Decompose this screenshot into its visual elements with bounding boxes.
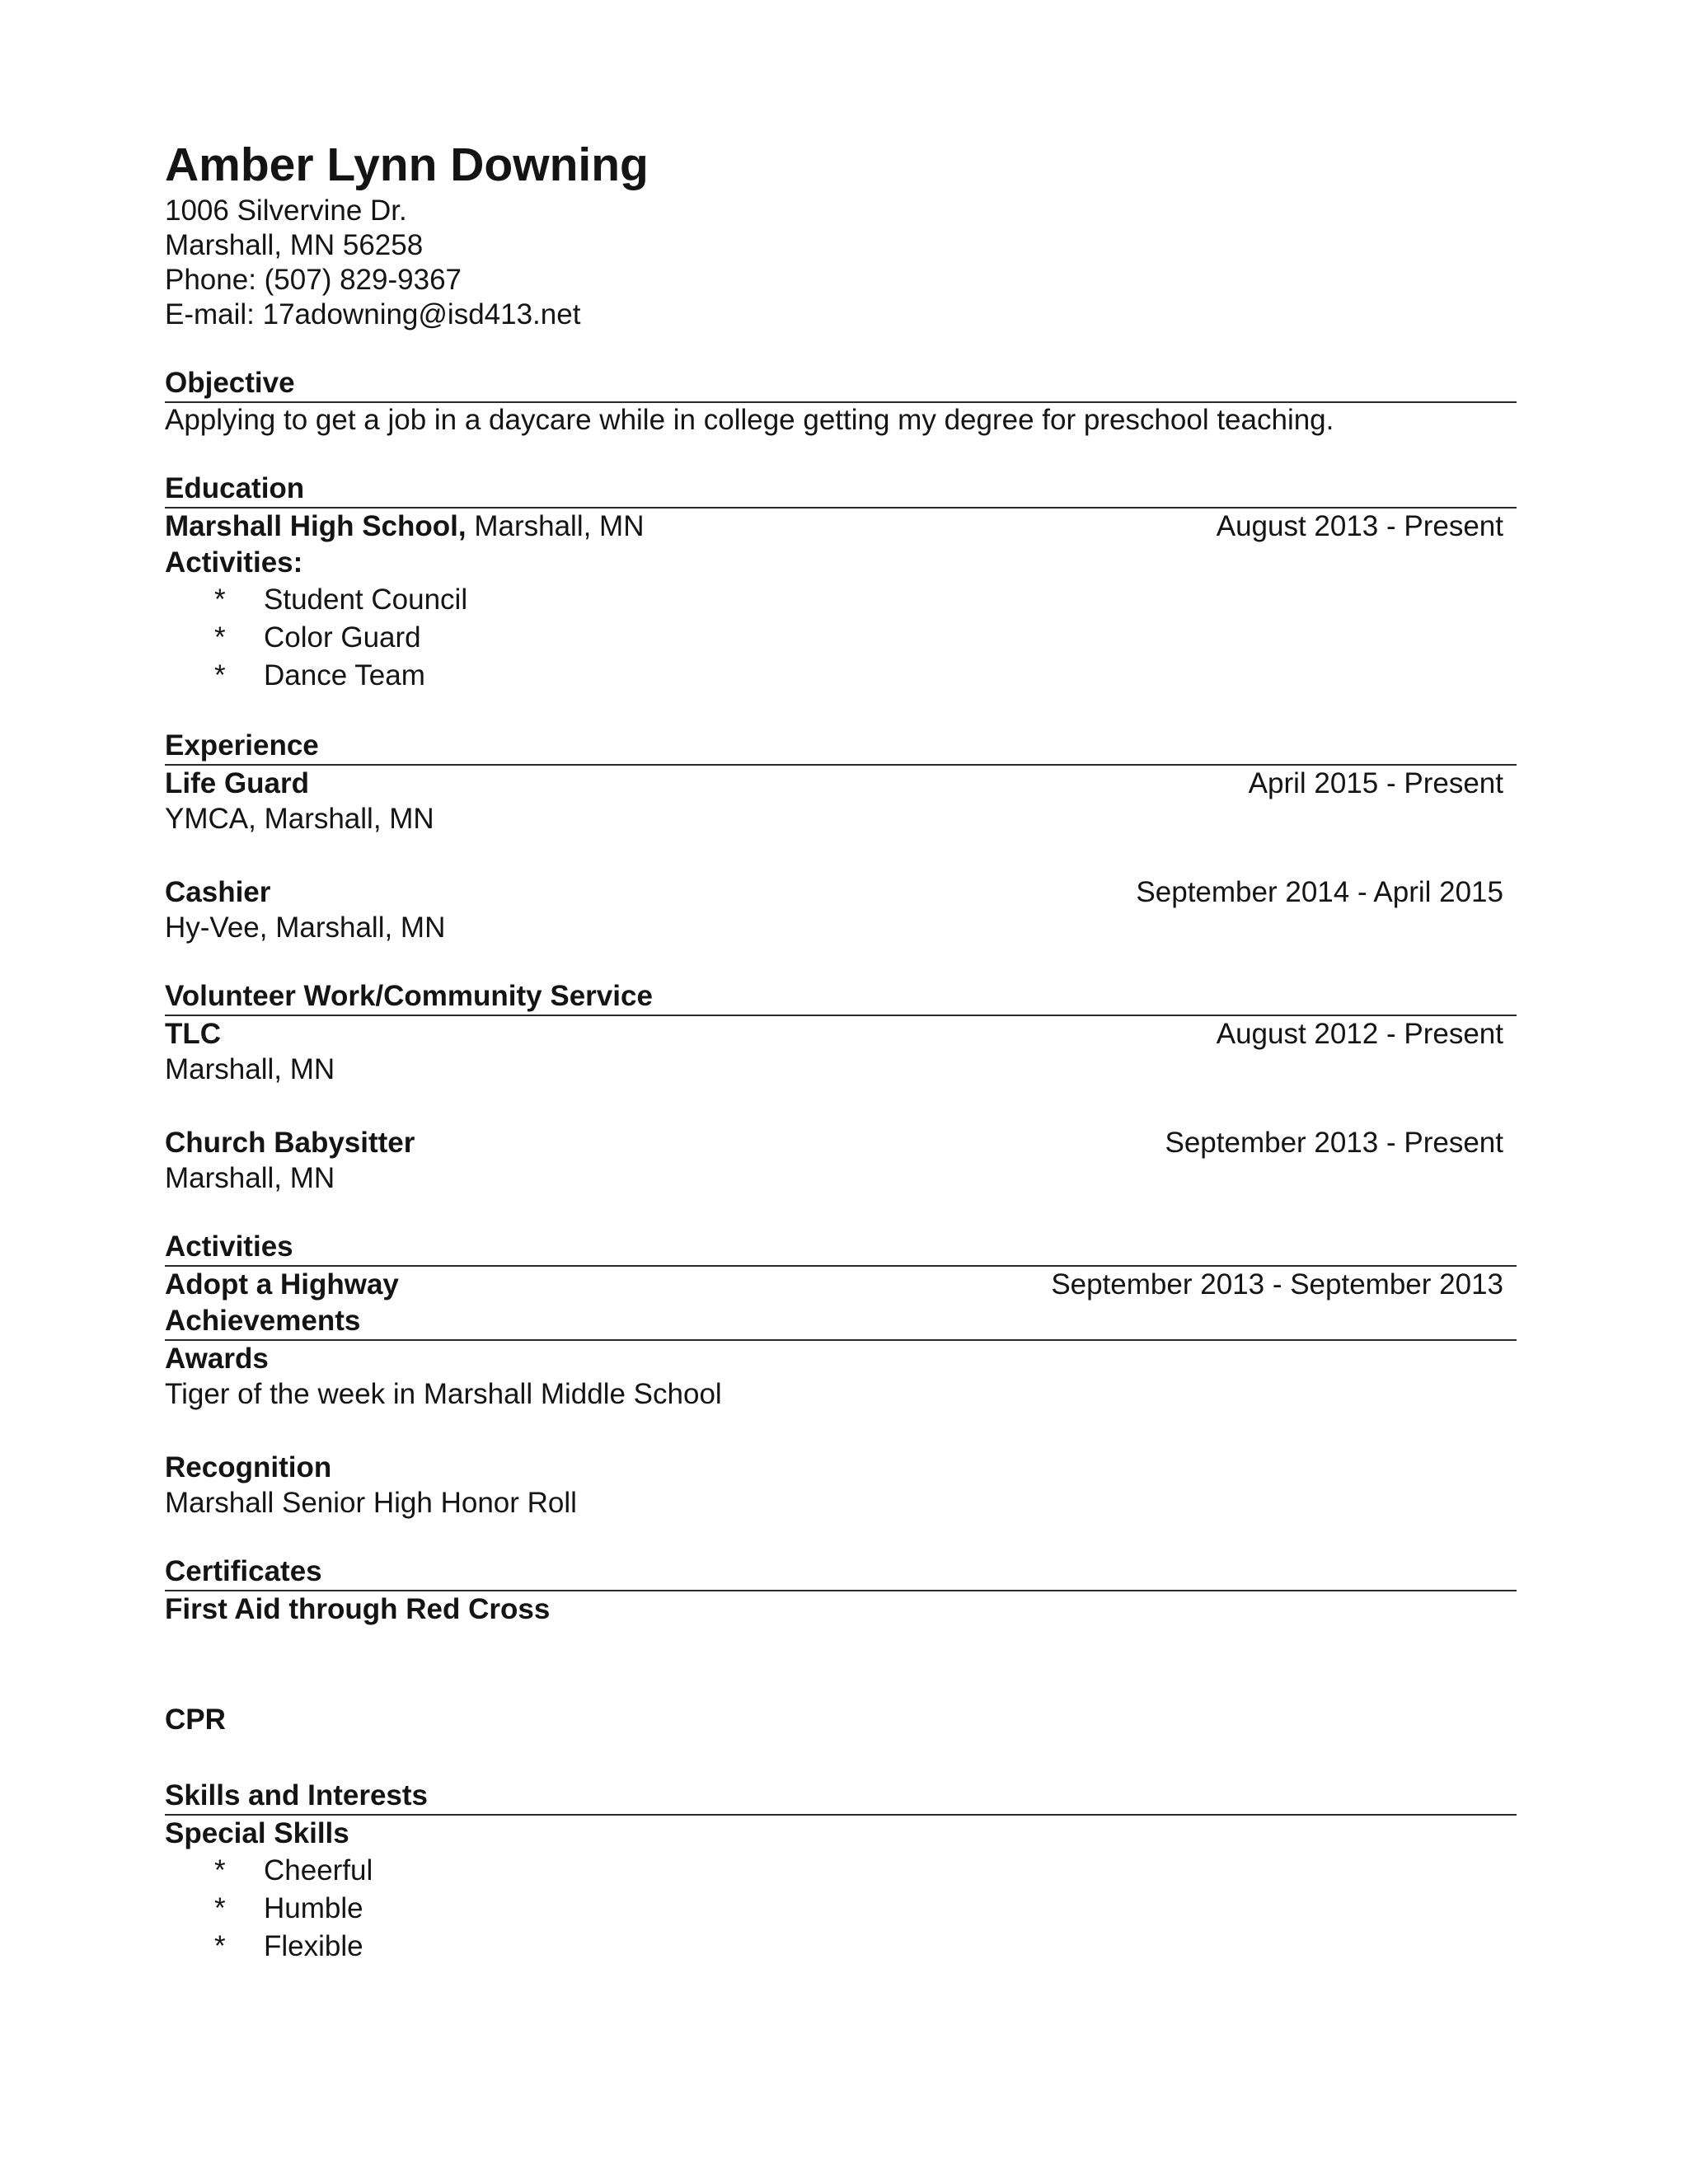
list-item: * Cheerful — [165, 1852, 1517, 1890]
bullet-asterisk: * — [214, 1892, 226, 1924]
job-place: YMCA, Marshall, MN — [165, 803, 434, 835]
certificate-item: CPR — [165, 1704, 226, 1736]
recognition-label: Recognition — [165, 1451, 332, 1483]
section-heading-education: Education — [165, 471, 1517, 509]
resume-page — [165, 136, 1517, 1966]
school-name: Marshall High School, — [165, 510, 467, 542]
volunteer-place: Marshall, MN — [165, 1053, 335, 1085]
volunteer-role: Church Babysitter — [165, 1127, 415, 1159]
list-item: * Dance Team — [165, 657, 1517, 695]
job-place: Hy-Vee, Marshall, MN — [165, 912, 446, 944]
list-item: * Humble — [165, 1890, 1517, 1928]
list-item: * Student Council — [165, 581, 1517, 619]
applicant-name: Amber Lynn Downing — [165, 138, 649, 191]
address-line-2: Marshall, MN 56258 — [165, 229, 424, 261]
certificate-item: First Aid through Red Cross — [165, 1593, 551, 1625]
list-item: * Flexible — [165, 1928, 1517, 1966]
awards-text: Tiger of the week in Marshall Middle School — [165, 1378, 722, 1410]
volunteer-title-row — [165, 1125, 1517, 1161]
school-activities-list — [165, 581, 1517, 695]
section-heading-achievements: Achievements — [165, 1303, 1517, 1341]
email-line: E-mail: 17adowning@isd413.net — [165, 298, 581, 330]
section-heading-volunteer: Volunteer Work/Community Service — [165, 978, 1517, 1016]
activities-label: Activities: — [165, 546, 303, 579]
volunteer-title-row — [165, 1016, 1517, 1052]
objective-text: Applying to get a job in a daycare while in college getting my degree for preschool teaching. — [165, 404, 1334, 436]
skills-list — [165, 1852, 1517, 1966]
school-location: Marshall, MN — [466, 510, 645, 542]
job-title-row — [165, 874, 1517, 911]
bullet-asterisk: * — [214, 583, 226, 616]
job-dates: April 2015 - Present — [1248, 767, 1503, 799]
section-heading-skills: Skills and Interests — [165, 1778, 1517, 1816]
job-title: Cashier — [165, 876, 271, 908]
volunteer-place: Marshall, MN — [165, 1162, 335, 1194]
section-heading-objective: Objective — [165, 365, 1517, 403]
education-dates: August 2013 - Present — [1216, 510, 1503, 542]
recognition-text: Marshall Senior High Honor Roll — [165, 1487, 577, 1519]
job-dates: September 2014 - April 2015 — [1136, 876, 1503, 908]
bullet-asterisk: * — [214, 621, 226, 654]
activity-name: Adopt a Highway — [165, 1268, 399, 1301]
volunteer-dates: September 2013 - Present — [1165, 1127, 1503, 1159]
education-entry — [165, 509, 1517, 545]
bullet-asterisk: * — [214, 1930, 226, 1962]
section-heading-activities: Activities — [165, 1229, 1517, 1267]
job-title: Life Guard — [165, 767, 310, 799]
special-skills-label: Special Skills — [165, 1817, 349, 1849]
bullet-asterisk: * — [214, 1854, 226, 1886]
phone-line: Phone: (507) 829-9367 — [165, 264, 462, 296]
activity-dates: September 2013 - September 2013 — [1051, 1268, 1503, 1301]
activity-row — [165, 1267, 1517, 1303]
volunteer-role: TLC — [165, 1018, 222, 1050]
list-item: * Color Guard — [165, 619, 1517, 657]
bullet-asterisk: * — [214, 659, 226, 691]
address-line-1: 1006 Silvervine Dr. — [165, 194, 407, 227]
section-heading-certificates: Certificates — [165, 1554, 1517, 1591]
section-heading-experience: Experience — [165, 728, 1517, 766]
job-title-row — [165, 766, 1517, 802]
awards-label: Awards — [165, 1343, 269, 1375]
volunteer-dates: August 2012 - Present — [1216, 1018, 1503, 1050]
